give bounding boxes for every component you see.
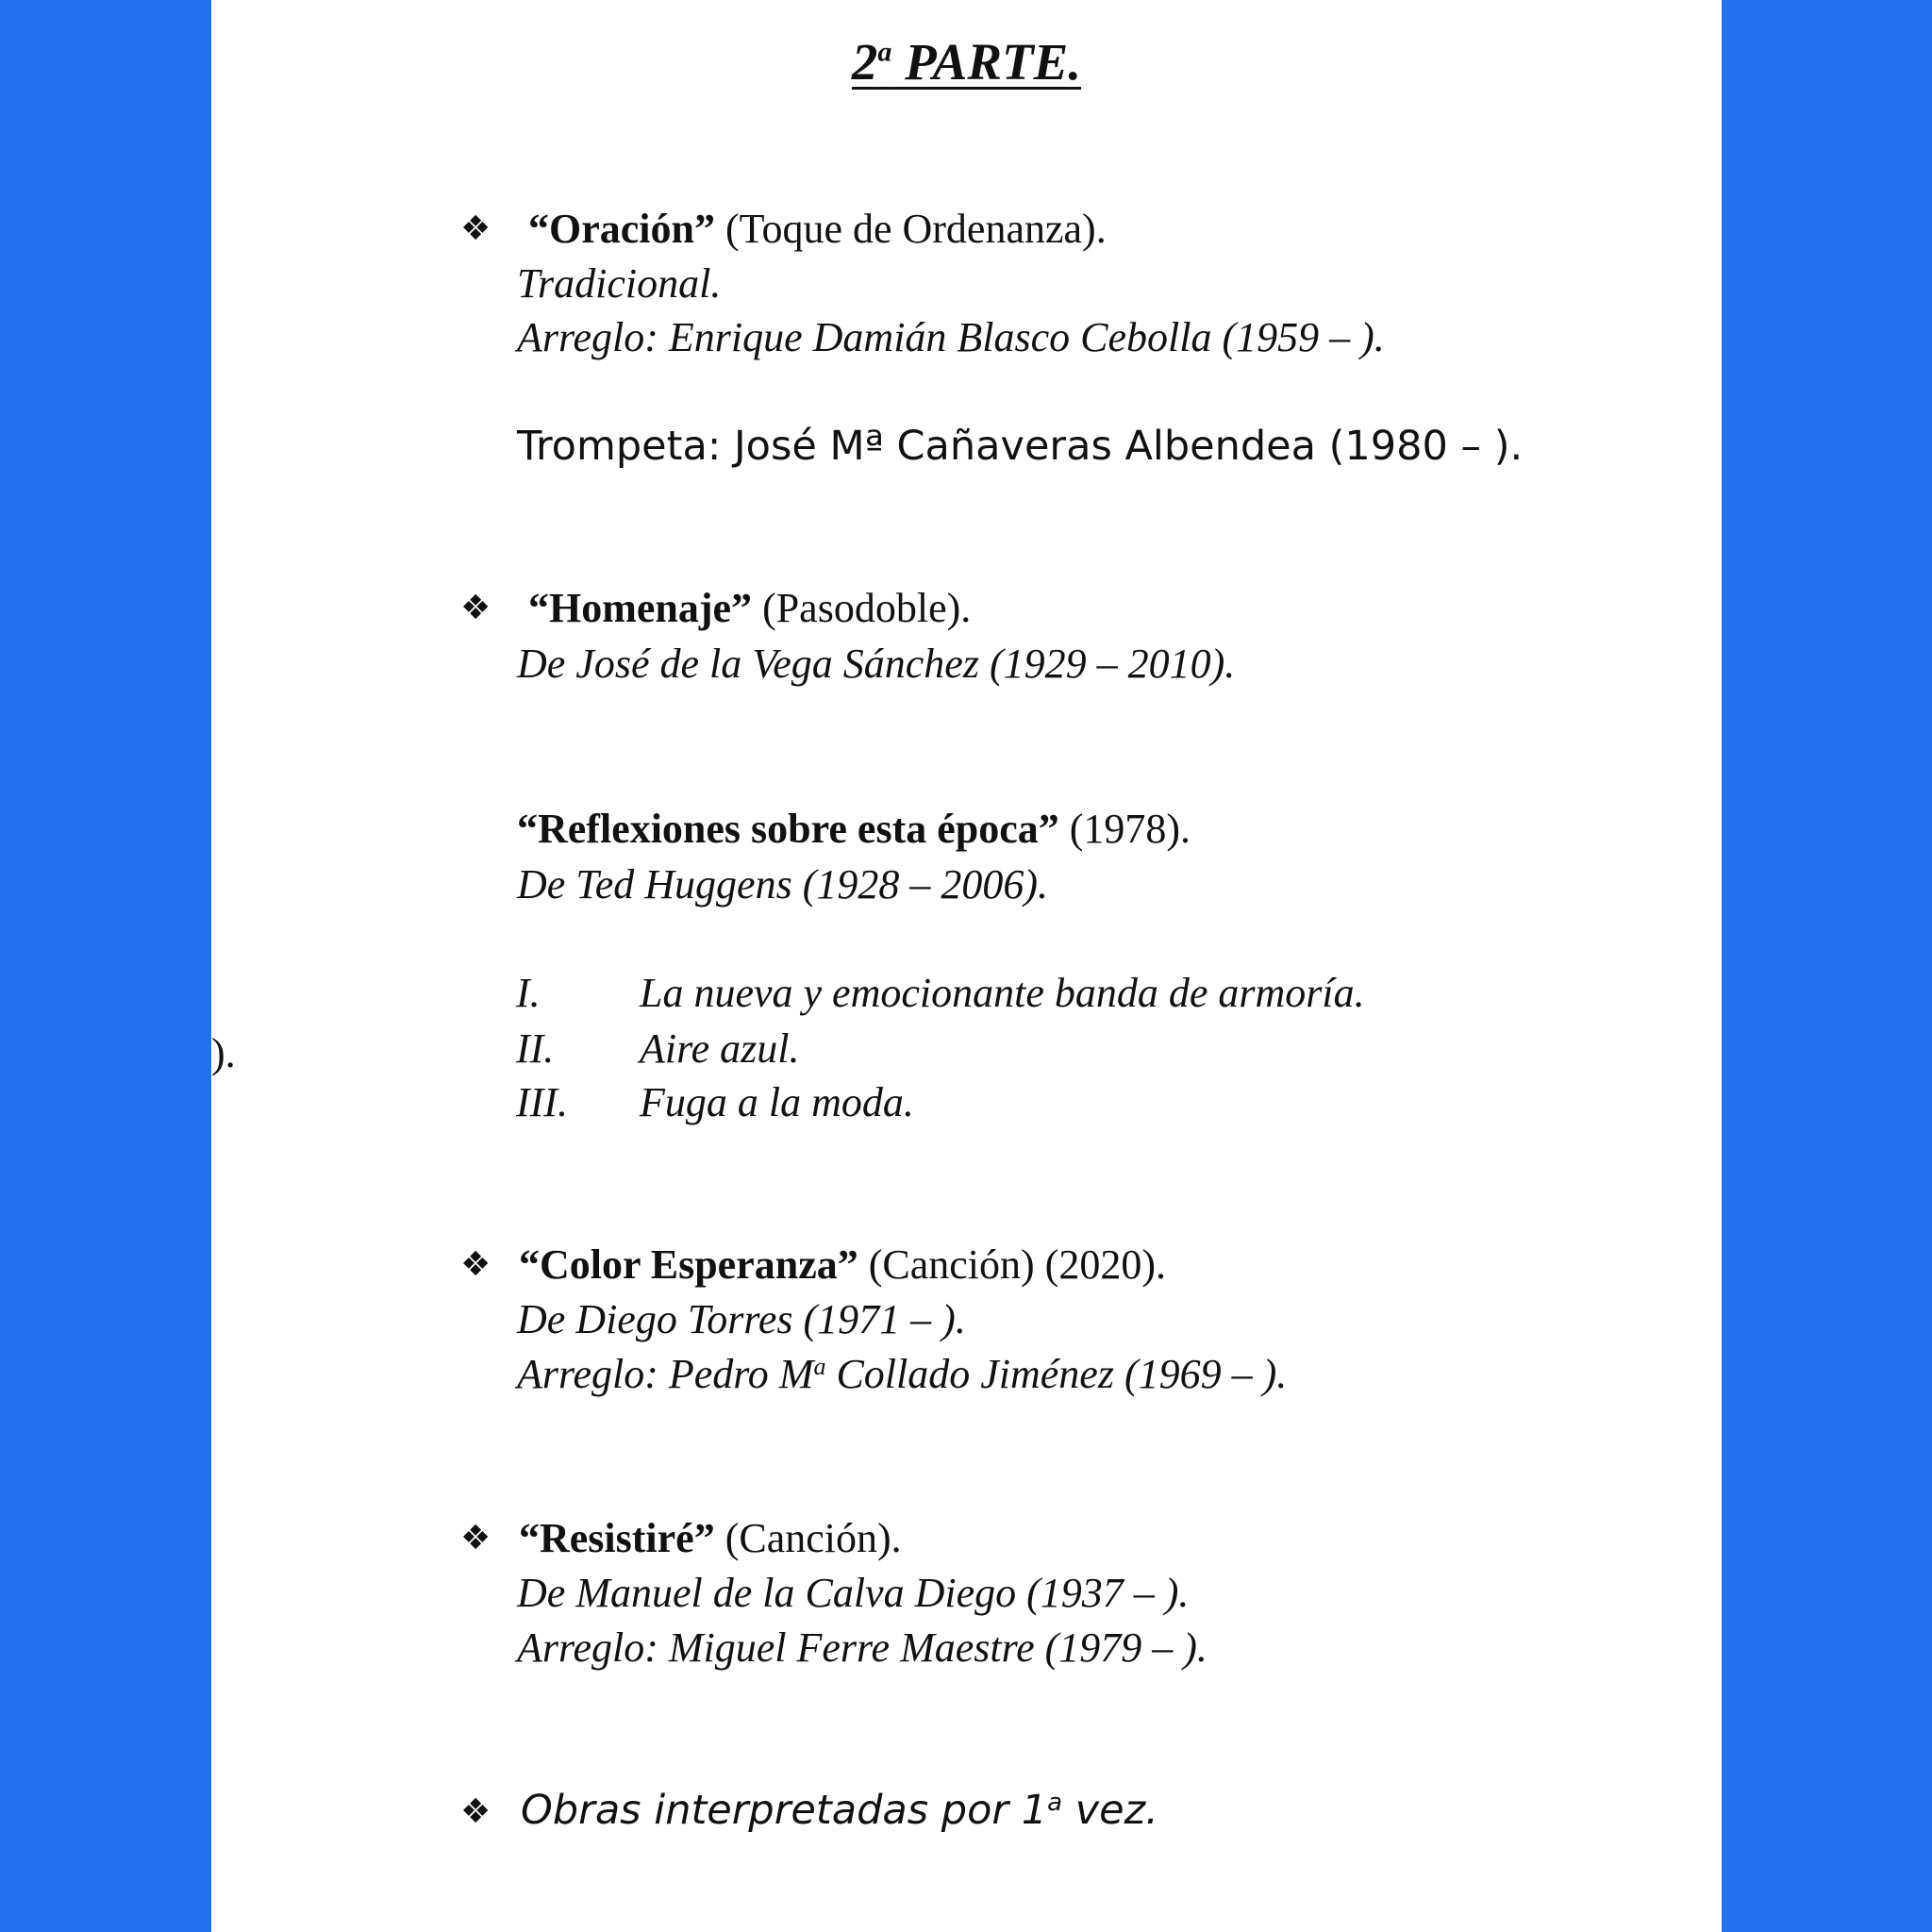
piece-composer: De Manuel de la Calva Diego (1937 – ). bbox=[517, 1570, 1190, 1616]
page-title-superscript: a bbox=[877, 36, 892, 68]
movement-title: Aire azul. bbox=[640, 1025, 800, 1072]
piece-soloist: Trompeta: José Mª Cañaveras Albendea (1980 – ). bbox=[517, 423, 1524, 470]
diamond-bullet-icon: ❖ bbox=[460, 589, 491, 627]
piece-arranger: Arreglo: Miguel Ferre Maestre (1979 – ). bbox=[517, 1624, 1208, 1671]
page-title bbox=[211, 32, 1722, 92]
movement-number: I. bbox=[516, 970, 541, 1016]
piece-subtitle: (Canción). bbox=[714, 1515, 902, 1561]
document-page bbox=[211, 0, 1722, 1932]
piece-heading bbox=[528, 208, 1107, 250]
piece-heading bbox=[519, 1515, 902, 1561]
page-title-number: 2 bbox=[851, 33, 878, 91]
piece-heading bbox=[519, 1241, 1166, 1288]
arranger-superscript: a bbox=[813, 1353, 826, 1380]
piece-subtitle: (Toque de Ordenanza). bbox=[714, 206, 1107, 252]
piece-title: “Oración” bbox=[528, 206, 715, 252]
piece-title: “Reflexiones sobre esta época” bbox=[517, 806, 1059, 852]
piece-composer: De Ted Huggens (1928 – 2006). bbox=[517, 861, 1048, 908]
footnote-text-end: vez. bbox=[1062, 1787, 1158, 1834]
movement-title: Fuga a la moda. bbox=[640, 1079, 914, 1125]
piece-subtitle: (Canción) (2020). bbox=[858, 1241, 1166, 1288]
piece-composer: De José de la Vega Sánchez (1929 – 2010). bbox=[517, 641, 1236, 687]
diamond-bullet-icon: ❖ bbox=[460, 1245, 491, 1284]
diamond-bullet-icon: ❖ bbox=[460, 1792, 491, 1831]
piece-subtitle: (1978). bbox=[1058, 806, 1191, 852]
piece-arranger: Arreglo: Enrique Damián Blasco Cebolla (1959 – ). bbox=[517, 314, 1385, 360]
page-title-text: PARTE. bbox=[891, 33, 1082, 91]
piece-heading bbox=[528, 585, 972, 631]
movement-number: III. bbox=[516, 1079, 568, 1125]
diamond-bullet-icon: ❖ bbox=[460, 1519, 491, 1557]
piece-title: “Resistiré” bbox=[519, 1515, 715, 1561]
arranger-text-start: Arreglo: Pedro M bbox=[517, 1351, 814, 1397]
diamond-bullet-icon: ❖ bbox=[460, 209, 491, 248]
footnote bbox=[521, 1787, 1158, 1834]
piece-subtitle: (Pasodoble). bbox=[752, 585, 972, 631]
piece-title: “Homenaje” bbox=[528, 585, 753, 631]
footnote-text-start: Obras interpretadas por 1 bbox=[521, 1787, 1048, 1834]
edge-fragment-text: ). bbox=[211, 1030, 236, 1076]
piece-heading bbox=[517, 808, 1191, 850]
piece-composer: Tradicional. bbox=[517, 260, 722, 307]
piece-title: “Color Esperanza” bbox=[519, 1241, 858, 1288]
arranger-text-end: Collado Jiménez (1969 – ). bbox=[825, 1351, 1288, 1397]
movement-title: La nueva y emocionante banda de armoría. bbox=[640, 970, 1365, 1016]
piece-composer: De Diego Torres (1971 – ). bbox=[517, 1296, 966, 1342]
movement-number: II. bbox=[516, 1025, 555, 1072]
footnote-superscript: a bbox=[1047, 1789, 1063, 1817]
piece-arranger bbox=[517, 1351, 1288, 1397]
